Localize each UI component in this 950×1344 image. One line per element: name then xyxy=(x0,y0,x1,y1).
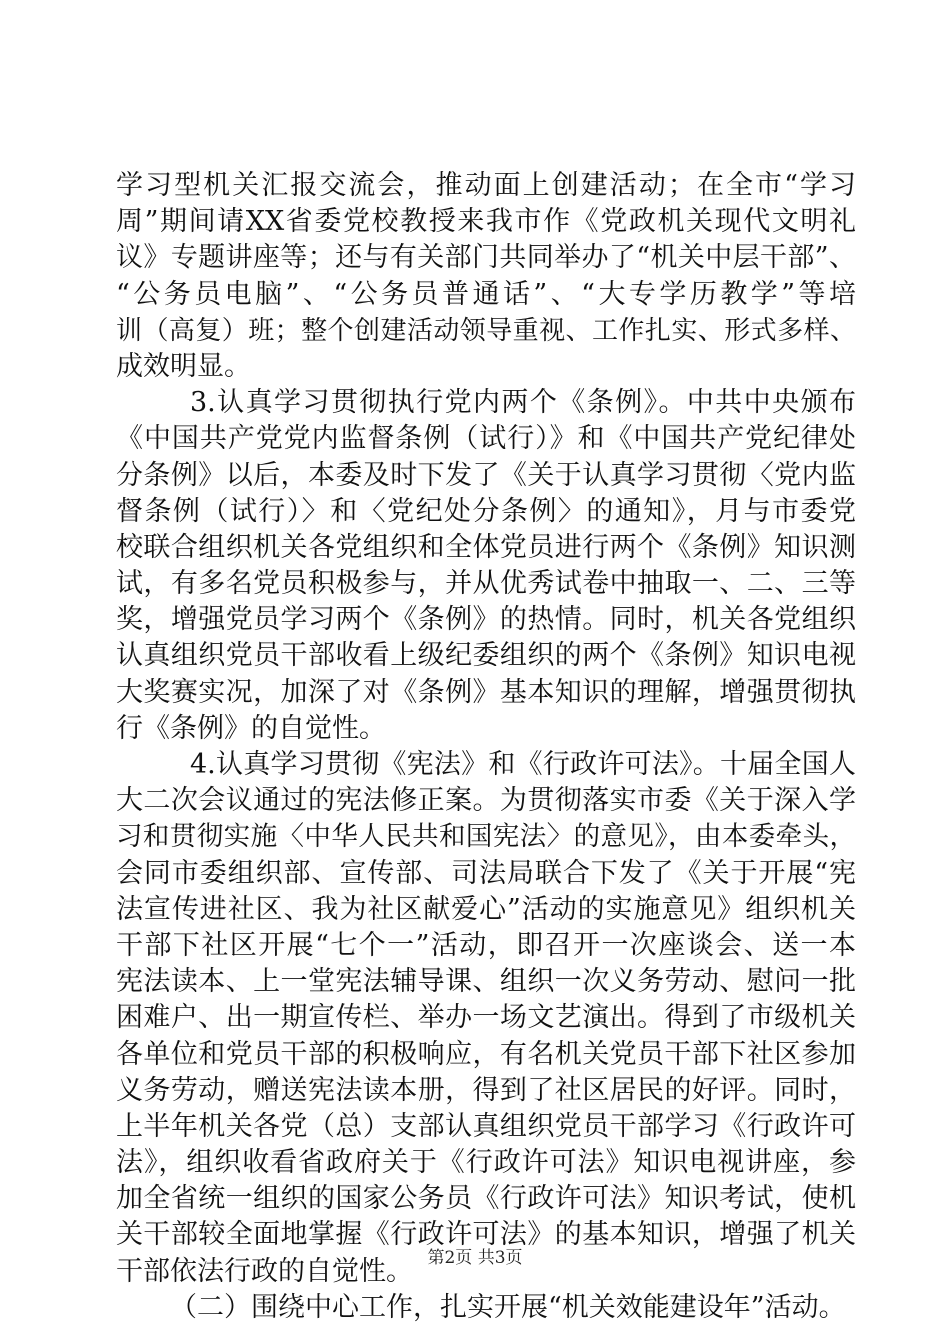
text-line: “公务员电脑”、“公务员普通话”、“大专学历教学”等培 xyxy=(116,278,856,310)
text-line: 干部依法行政的自觉性。 xyxy=(116,1255,413,1287)
text-line: 上半年机关各党（总）支部认真组织党员干部学习《行政许可 xyxy=(116,1110,856,1142)
paragraph-heading-line: 3.认真学习贯彻执行党内两个《条例》。中共中央颁布 xyxy=(190,387,856,419)
text-line: 督条例（试行）〉和〈党纪处分条例〉的通知》，月与市委党 xyxy=(116,495,856,527)
section-heading-line: （二）围绕中心工作，扎实开展“机关效能建设年”活动。 xyxy=(170,1291,846,1323)
text-line: 试，有多名党员积极参与，并从优秀试卷中抽取一、二、三等 xyxy=(116,568,856,600)
text-line: 成效明显。 xyxy=(116,350,251,382)
text-line: 会同市委组织部、宣传部、司法局联合下发了《关于开展“宪 xyxy=(116,857,856,889)
text-line: 议》专题讲座等；还与有关部门共同举办了“机关中层干部”、 xyxy=(116,242,856,274)
text-line: 大二次会议通过的宪法修正案。为贯彻落实市委《关于深入学 xyxy=(116,785,856,817)
text-line: 学习型机关汇报交流会，推动面上创建活动；在全市“学习 xyxy=(116,170,856,201)
text-line: 周”期间请XX省委党校教授来我市作《党政机关现代文明礼 xyxy=(116,206,856,238)
text-line: 关干部较全面地掌握《行政许可法》的基本知识，增强了机关 xyxy=(116,1219,856,1251)
text-line: 奖，增强党员学习两个《条例》的热情。同时，机关各党组织 xyxy=(116,604,856,636)
text-line: 各单位和党员干部的积极响应，有名机关党员干部下社区参加 xyxy=(116,1038,856,1070)
text-line: 校联合组织机关各党组织和全体党员进行两个《条例》知识测 xyxy=(116,531,856,563)
text-line: 认真组织党员干部收看上级纪委组织的两个《条例》知识电视 xyxy=(116,640,856,672)
page-footer: 第2页 共3页 xyxy=(427,1248,523,1268)
text-line: 宪法读本、上一堂宪法辅导课、组织一次义务劳动、慰问一批 xyxy=(116,966,856,998)
text-line: 分条例》以后，本委及时下发了《关于认真学习贯彻〈党内监 xyxy=(116,459,856,491)
text-line: 训（高复）班；整个创建活动领导重视、工作扎实、形式多样、 xyxy=(116,315,856,346)
document-body xyxy=(116,168,856,1326)
text-line: 困难户、出一期宣传栏、举办一场文艺演出。得到了市级机关 xyxy=(116,1002,856,1034)
paragraph-heading-line: 4.认真学习贯彻《宪法》和《行政许可法》。十届全国人 xyxy=(190,749,856,780)
text-line: 习和贯彻实施〈中华人民共和国宪法〉的意见》，由本委牵头， xyxy=(116,821,856,853)
text-line: 法宣传进社区、我为社区献爱心”活动的实施意见》组织机关 xyxy=(116,893,856,925)
text-line: 行《条例》的自觉性。 xyxy=(116,712,386,744)
text-line: 义务劳动，赠送宪法读本册，得到了社区居民的好评。同时， xyxy=(116,1074,856,1106)
text-line: 法》，组织收看省政府关于《行政许可法》知识电视讲座，参 xyxy=(116,1147,856,1179)
text-line: 干部下社区开展“七个一”活动，即召开一次座谈会、送一本 xyxy=(116,929,856,961)
text-line: 大奖赛实况，加深了对《条例》基本知识的理解，增强贯彻执 xyxy=(116,676,856,708)
text-line: 加全省统一组织的国家公务员《行政许可法》知识考试，使机 xyxy=(116,1183,856,1215)
text-line: 《中国共产党党内监督条例（试行）》和《中国共产党纪律处 xyxy=(116,423,856,455)
